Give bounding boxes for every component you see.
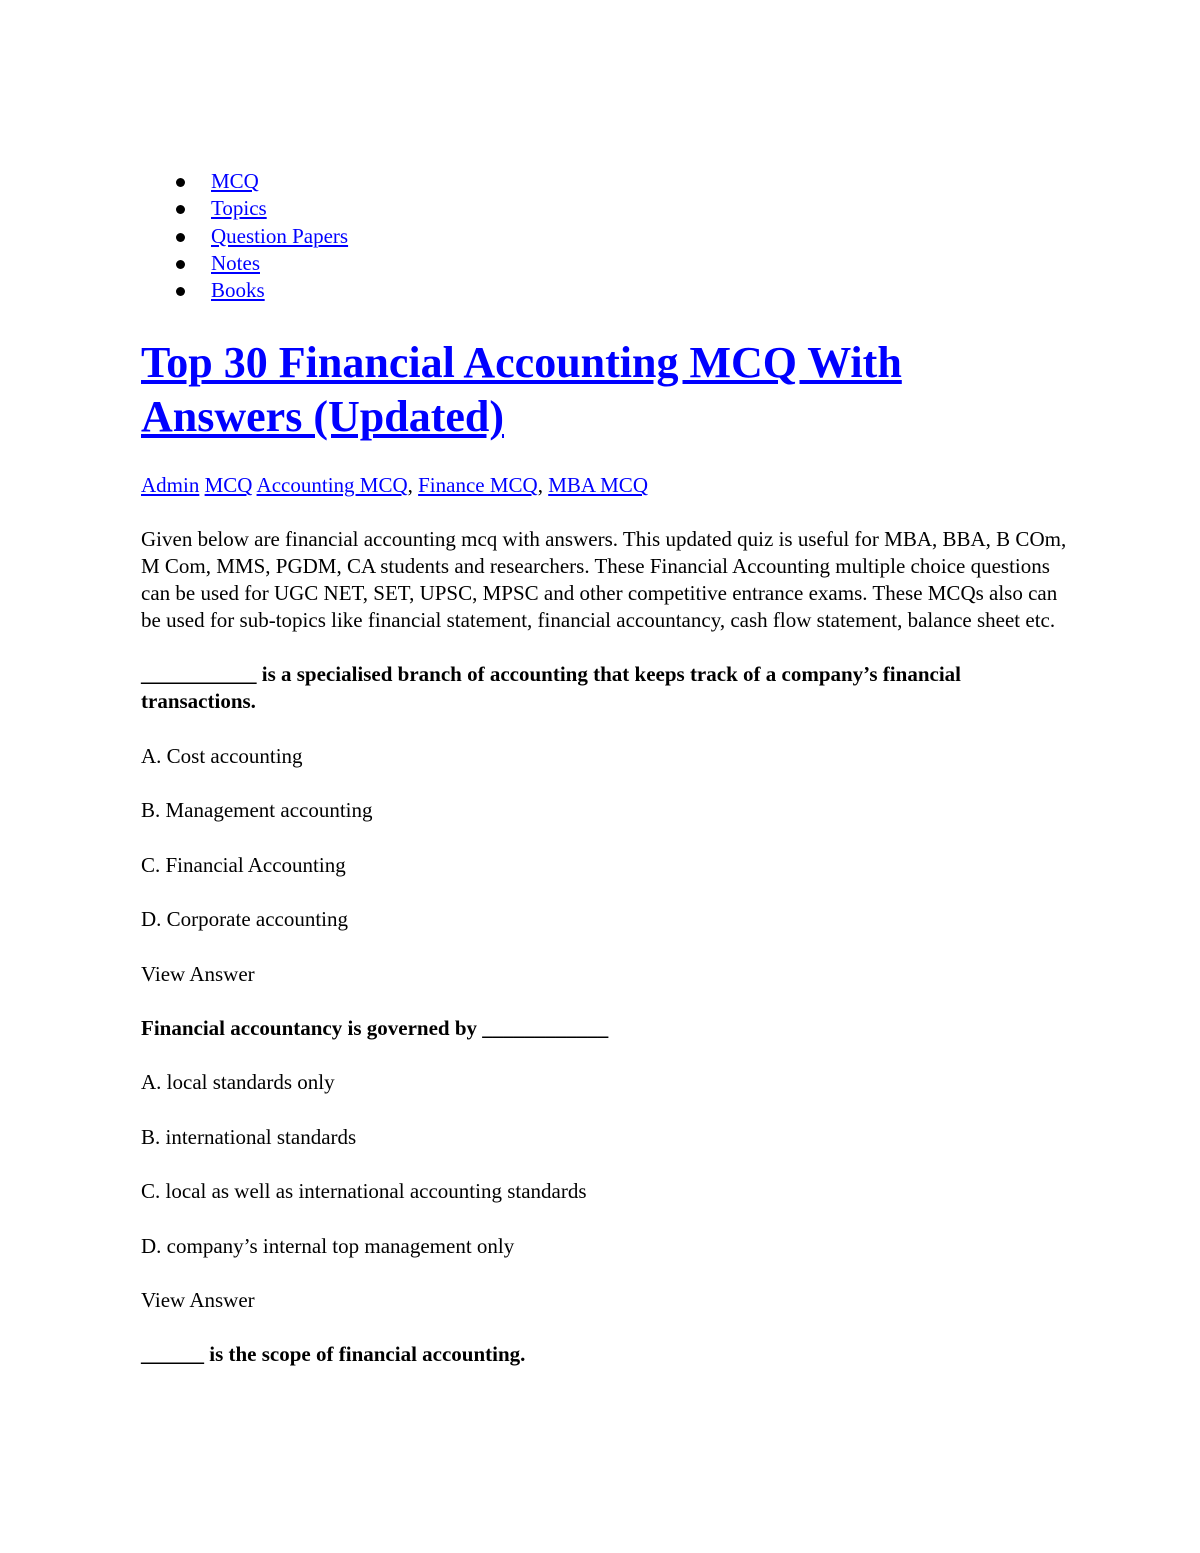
nav-link-mcq[interactable]: MCQ bbox=[211, 169, 259, 193]
bullet-icon bbox=[176, 178, 185, 187]
nav-link-topics[interactable]: Topics bbox=[211, 196, 267, 221]
question-1-option-b: B. Management accounting bbox=[141, 798, 373, 823]
nav-item-books bbox=[141, 277, 1071, 304]
tag-link-accounting-mcq[interactable]: Accounting MCQ bbox=[256, 473, 408, 498]
author-link[interactable]: Admin bbox=[141, 473, 200, 498]
intro-paragraph: Given below are financial accounting mcq with answers. This updated quiz is useful for MBA, BBA, B COm, M Com, MMS, PGDM, CA students and researchers. These Financial Accounting multiple choice questions can be used for UGC NET, SET, UPSC, MPSC and other competitive entrance exams. These MCQs also can be used for sub-topics like financial statement, financial accountancy, cash flow statement, balance sheet etc. bbox=[141, 527, 1067, 633]
nav-item-topics bbox=[141, 195, 1071, 222]
bullet-icon bbox=[176, 233, 185, 242]
question-1-view-answer[interactable]: View Answer bbox=[141, 961, 255, 986]
question-2-option-a: A. local standards only bbox=[141, 1070, 335, 1095]
bullet-icon bbox=[176, 205, 185, 214]
bullet-icon bbox=[176, 287, 185, 296]
question-2-option-c: C. local as well as international accounting standards bbox=[141, 1179, 587, 1204]
title-line-2: Answers (Updated) bbox=[141, 392, 504, 442]
nav-list bbox=[141, 168, 1071, 304]
question-2-option-d: D. company’s internal top management only bbox=[141, 1233, 515, 1258]
tag-link-mba-mcq[interactable]: MBA MCQ bbox=[548, 473, 648, 498]
title-line-1: Top 30 Financial Accounting MCQ With bbox=[141, 338, 902, 388]
document-page bbox=[141, 168, 1071, 1368]
question-3: ______ is the scope of financial accounting. bbox=[141, 1342, 526, 1367]
nav-item-question-papers bbox=[141, 223, 1071, 250]
post-meta bbox=[141, 472, 1071, 499]
question-2-option-b: B. international standards bbox=[141, 1124, 357, 1149]
question-1: ___________ is a specialised branch of accounting that keeps track of a company’s financial transactions. bbox=[141, 662, 961, 714]
question-1-option-a: A. Cost accounting bbox=[141, 743, 303, 768]
question-1-option-c: C. Financial Accounting bbox=[141, 852, 346, 877]
nav-item-mcq bbox=[141, 168, 1071, 195]
nav-link-books[interactable]: Books bbox=[211, 278, 265, 303]
category-link[interactable]: MCQ bbox=[204, 473, 253, 498]
bullet-icon bbox=[176, 260, 185, 269]
page-title-link[interactable] bbox=[141, 338, 902, 441]
question-2-view-answer[interactable]: View Answer bbox=[141, 1288, 255, 1313]
nav-link-notes[interactable]: Notes bbox=[211, 250, 260, 275]
tag-separator: , bbox=[537, 473, 543, 498]
nav-link-question-papers[interactable]: Question Papers bbox=[211, 223, 349, 248]
tag-link-finance-mcq[interactable]: Finance MCQ bbox=[418, 473, 538, 498]
page-title bbox=[141, 336, 1071, 444]
question-2: Financial accountancy is governed by ____________ bbox=[141, 1015, 609, 1040]
question-1-option-d: D. Corporate accounting bbox=[141, 907, 349, 932]
tag-separator: , bbox=[407, 473, 413, 498]
nav-item-notes bbox=[141, 250, 1071, 277]
